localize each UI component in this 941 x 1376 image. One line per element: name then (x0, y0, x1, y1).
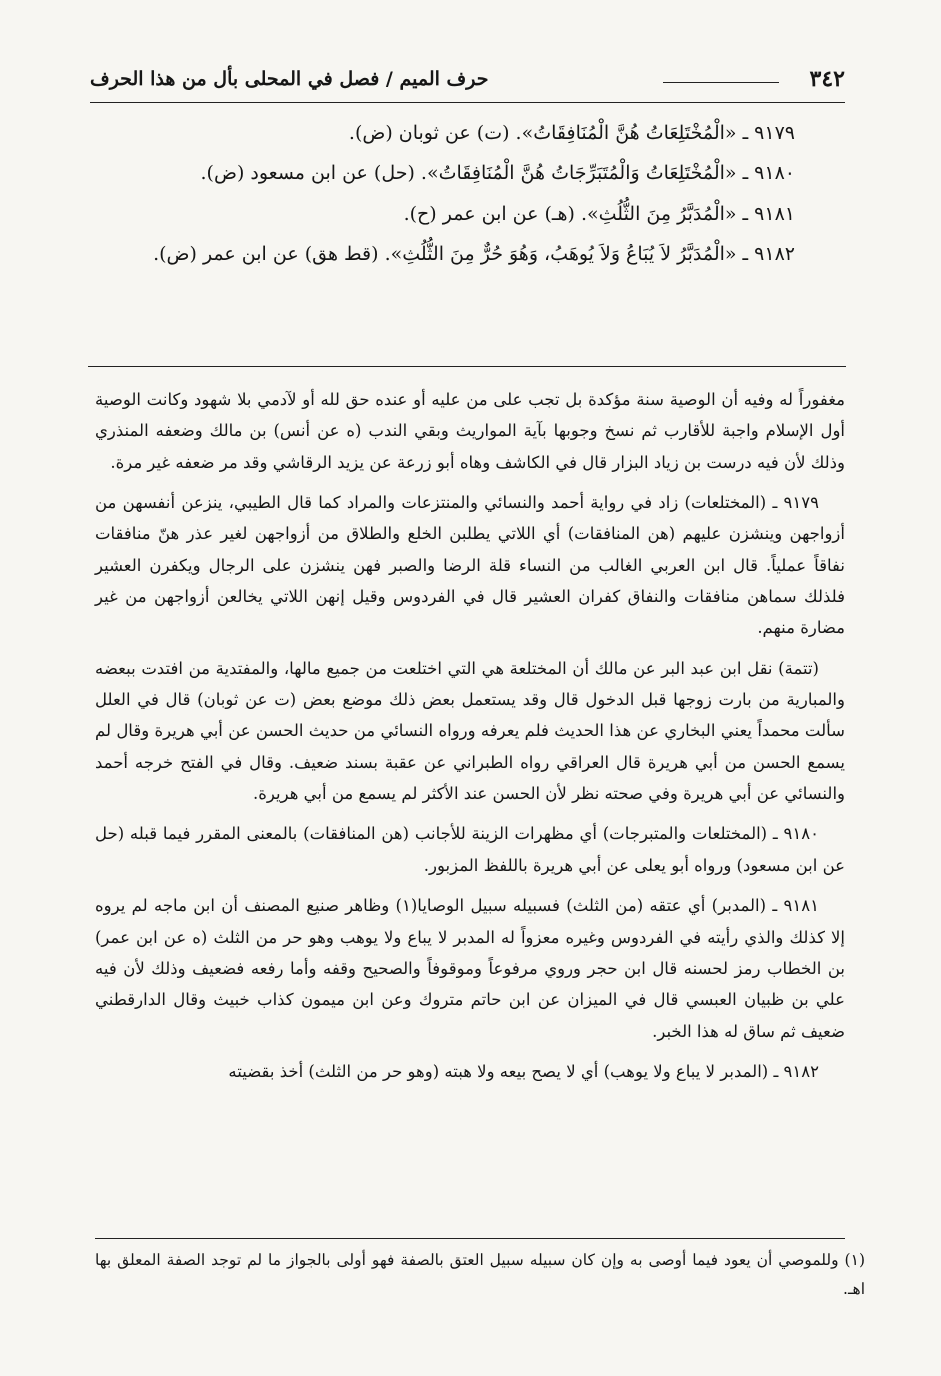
hadith-9181: ٩١٨١ ـ «الْمُدَبَّرُ مِنَ الثُّلُثِ». (هـ) عن ابن عمر (ح). (403, 202, 795, 225)
commentary-paragraph: مغفوراً له وفيه أن الوصية سنة مؤكدة بل تجب على من عليه أو عنده حق لله أو لآدمي بلا شهود وكانت الوصية أول الإسلام واجبة للأقارب ثم نسخ وجوبها بآية المواريث وبقي الندب (ه عن أنس) بن مالك وضعفه المنذري وذلك لأن فيه درست بن زياد البزار قال في الكاشف وهاه أبو زرعة عن يزيد الرقاشي وقد مر ضعفه غير مرة. (95, 390, 845, 472)
commentary (95, 384, 845, 1096)
header-rule (663, 82, 779, 83)
page-number: ٣٤٢ (809, 66, 845, 92)
commentary-paragraph: ٩١٧٩ ـ (المختلعات) زاد في رواية أحمد والنسائي والمنتزعات والمراد كما قال الطيبي، ينزعن أنفسهن من أزواجهن وينشزن عليهم (هن المنافقات) أي اللاتي يطلبن الخلع والطلاق من أزواجهن لغير عذر هنّ منافقات نفاقاً عملياً. قال ابن العربي الغالب من النساء قلة الرضا والصبر فهن ينشزن على الرجال ويكفرن العشير فلذلك سماهن منافقات والنفاق كفران العشير قال في الفردوس وقيل إنهن اللاتي يخالعن أزواجهن من غير مضارة منهم. (95, 493, 845, 638)
hadith-9182: ٩١٨٢ ـ «الْمُدَبَّرُ لاَ يُبَاعُ وَلاَ يُوهَبُ، وَهُوَ حُرٌّ مِنَ الثُّلُثِ». (قط هق) عن ابن عمر (ض). (153, 243, 795, 266)
hadith-list (95, 118, 795, 279)
hadith-9180: ٩١٨٠ ـ «الْمُخْتَلِعَاتُ وَالْمُتَبَرِّجَاتُ هُنَّ الْمُنَافِقَاتُ». (حل) عن ابن مسعود (ض). (200, 162, 795, 185)
commentary-paragraph: ٩١٨١ ـ (المدبر) أي عتقه (من الثلث) فسبيله سبيل الوصايا(١) وظاهر صنيع المصنف أن ابن ماجه لم يروه إلا كذلك والذي رأيته في الفردوس وغيره معزواً له المدبر لا يباع ولا يوهب وهو حر من الثلث (ه عن ابن عمر) بن الخطاب رمز لحسنه قال ابن حجر وروي مرفوعاً وموقوفاً والصحيح وقفه وأما رفعه فضعيف وذلك لأن فيه علي بن ظبيان العبسي قال في الميزان عن ابن حاتم متروك وعن ابن ميمون كذاب خبيث وقال الدارقطني ضعيف ثم ساق له هذا الخبر. (95, 896, 845, 1041)
commentary-paragraph: ٩١٨٢ ـ (المدبر لا يباع ولا يوهب) أي لا يصح بيعه ولا هبته (وهو حر من الثلث) أخذ بقضيته (228, 1061, 819, 1081)
section-divider (88, 366, 846, 367)
page-header (90, 62, 845, 103)
hadith-9179: ٩١٧٩ ـ «الْمُخْتَلِعَاتُ هُنَّ الْمُنَافِقَاتُ». (ت) عن ثوبان (ض). (348, 122, 795, 144)
commentary-paragraph: ٩١٨٠ ـ (المختلعات والمتبرجات) أي مظهرات الزينة للأجانب (هن المنافقات) بالمعنى المقرر فيما قبله (حل عن ابن مسعود) ورواه أبو يعلى عن أبي هريرة باللفظ المزبور. (95, 824, 845, 875)
running-title: حرف الميم / فصل في المحلى بأل من هذا الحرف (90, 68, 489, 90)
footnote-divider (95, 1238, 845, 1239)
commentary-paragraph: (تتمة) نقل ابن عبد البر عن مالك أن المختلعة هي التي اختلعت من جميع مالها، والمفتدية من افتدت ببعضه والمبارية من بارت زوجها قبل الدخول قال وقد يستعمل بعض ذلك موضع بعض (ت عن ثوبان) قال في العلل سألت محمداً يعني البخاري عن هذا الحديث فلم يعرفه ورواه النسائي من حديث الحسن عن أبي هريرة وقال لم يسمع الحسن من أبي هريرة قال العراقي رواه الطبراني عن عقبة بسند ضعيف. وقال في الفتح خرجه أحمد والنسائي عن أبي هريرة وفي صحته نظر لأن الحسن عند الأكثر لم يسمع من أبي هريرة. (95, 658, 845, 804)
footnote (95, 1246, 865, 1305)
footnote-text: (١) وللموصي أن يعود فيما أوصى به وإن كان سبيله سبيل العتق بالصفة فهو أولى بالجواز ما لم توجد الصفة المعلق بها اهـ. (95, 1251, 865, 1299)
